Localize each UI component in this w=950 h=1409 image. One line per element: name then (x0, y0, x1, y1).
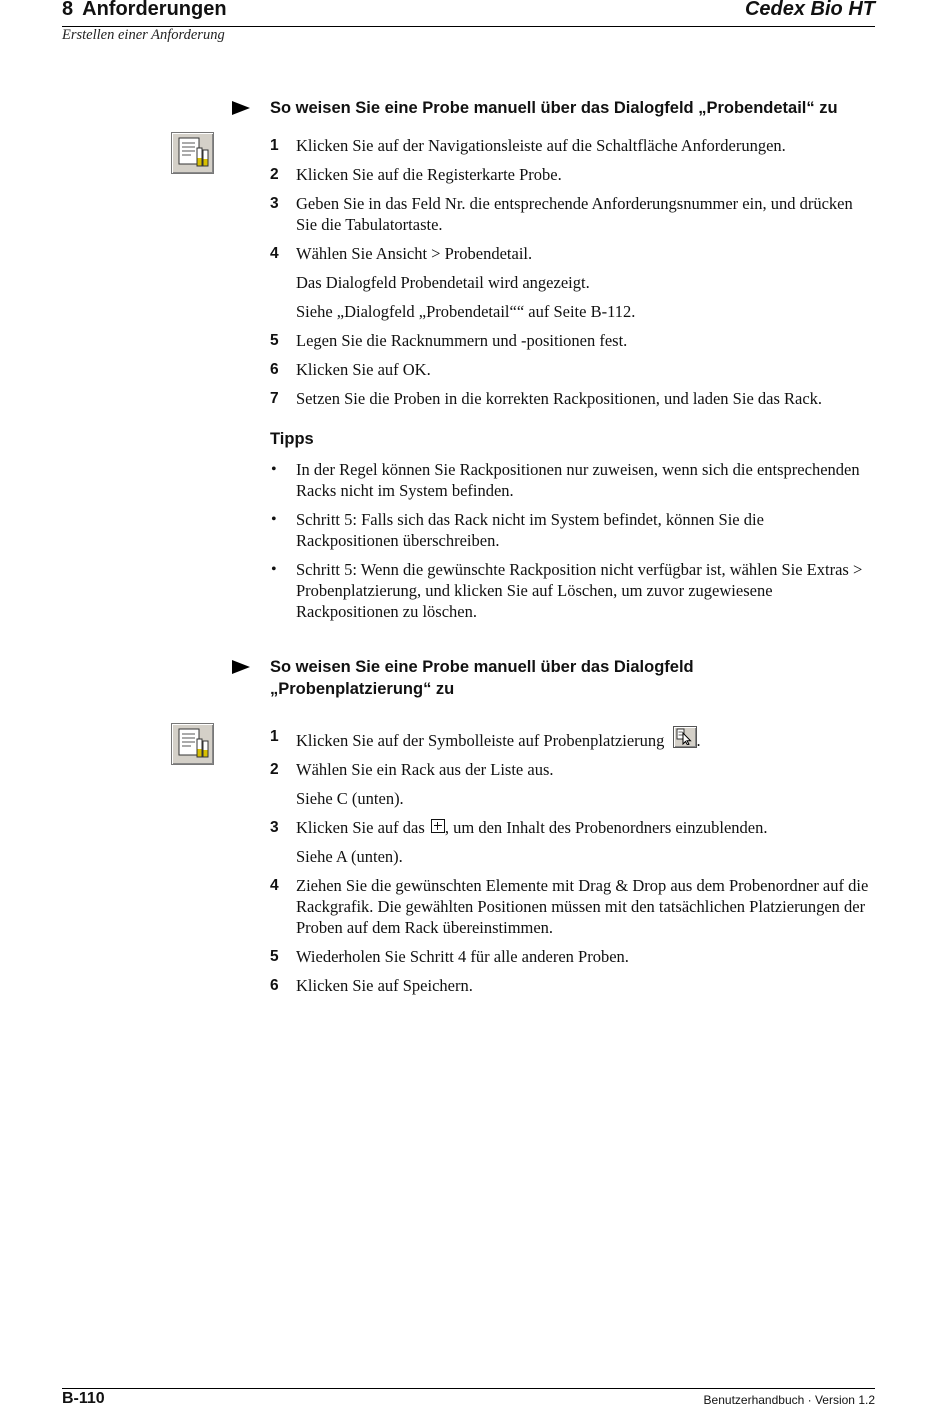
procedure-title (270, 656, 694, 700)
list-item (270, 301, 870, 322)
step-reference: Siehe „Dialogfeld „Probendetail““ auf Seite B-112. (296, 302, 636, 321)
step-reference: Siehe A (unten). (296, 847, 403, 866)
list-item (270, 846, 870, 867)
step-text: Legen Sie die Racknummern und -positionen fest. (296, 331, 628, 350)
list-item (270, 193, 870, 235)
step-number: 2 (270, 761, 279, 778)
tips-heading: Tipps (270, 430, 314, 448)
requests-sample-icon (171, 723, 214, 765)
step-text: Geben Sie in das Feld Nr. die entsprechende Anforderungsnummer ein, und drücken Sie die Tabulatortaste. (296, 194, 853, 234)
section-title: Erstellen einer Anforderung (62, 27, 225, 43)
step-number: 7 (270, 390, 279, 407)
list-item (270, 559, 870, 622)
step-number: 3 (270, 819, 279, 836)
step-note: Das Dialogfeld Probendetail wird angezeigt. (296, 273, 590, 292)
step-number: 2 (270, 166, 279, 183)
chapter-number: 8 (62, 0, 74, 20)
step-number: 1 (270, 137, 279, 154)
page-number: B-110 (62, 1390, 105, 1407)
step-1-text: Klicken Sie auf der Symbolleiste auf Probenplatzierung (296, 731, 665, 750)
step-number: 3 (270, 195, 279, 212)
procedure-2-steps (270, 726, 870, 1004)
procedure-title-line-2: „Probenplatzierung“ zu (270, 680, 455, 698)
step-text: Klicken Sie auf die Registerkarte Probe. (296, 165, 562, 184)
bullet: • (271, 511, 277, 528)
step-text: Ziehen Sie die gewünschten Elemente mit Drag & Drop aus dem Probenordner auf die Rackgrafik. Die gewählten Positionen müssen mit den tatsächlichen Platzierungen der Proben auf dem Rack übereinstimmen. (296, 876, 869, 937)
step-3-before: Klicken Sie auf das (296, 818, 425, 837)
product-name: Cedex Bio HT (744, 0, 875, 20)
step-reference: Siehe C (unten). (296, 789, 404, 808)
arrow-right-icon (232, 101, 250, 115)
step-number: 5 (270, 948, 279, 965)
step-text: Setzen Sie die Proben in die korrekten Rackpositionen, und laden Sie das Rack. (296, 389, 823, 408)
list-item (270, 726, 870, 751)
arrow-right-icon (232, 660, 250, 674)
step-text: Klicken Sie auf OK. (296, 360, 431, 379)
bullet: • (271, 461, 277, 478)
list-item (270, 875, 870, 938)
list-item (270, 388, 870, 409)
tip-text: Schritt 5: Falls sich das Rack nicht im System befindet, können Sie die Rackpositionen überschreiben. (296, 510, 764, 550)
list-item (270, 272, 870, 293)
list-item (270, 817, 870, 838)
list-item (270, 509, 870, 551)
list-item (270, 975, 870, 996)
step-3-after: , um den Inhalt des Probenordners einzublenden. (444, 818, 768, 837)
list-item (270, 330, 870, 351)
chapter-title: Anforderungen (82, 0, 227, 20)
bullet: • (271, 561, 277, 578)
step-text (296, 726, 870, 751)
step-number: 6 (270, 977, 279, 994)
step-number: 1 (270, 728, 279, 745)
list-item (270, 135, 870, 156)
page-header (62, 0, 875, 27)
step-number: 5 (270, 332, 279, 349)
step-text: Wählen Sie ein Rack aus der Liste aus. (296, 760, 554, 779)
step-text: Klicken Sie auf Speichern. (296, 976, 473, 995)
sample-placement-tool-icon (673, 726, 697, 748)
list-item (270, 359, 870, 380)
tip-text: In der Regel können Sie Rackpositionen nur zuweisen, wenn sich die entsprechenden Racks nicht im System befinden. (296, 460, 860, 500)
page-footer (62, 1388, 875, 1407)
procedure-title-line-1: So weisen Sie eine Probe manuell über das Dialogfeld (270, 658, 694, 676)
step-number: 4 (270, 245, 279, 262)
step-text: Klicken Sie auf der Navigationsleiste auf die Schaltfläche Anforderungen. (296, 136, 786, 155)
list-item (270, 243, 870, 264)
step-text: Wählen Sie Ansicht > Probendetail. (296, 244, 533, 263)
step-text (296, 817, 870, 838)
expand-plus-icon (431, 819, 445, 833)
tip-text: Schritt 5: Wenn die gewünschte Rackposition nicht verfügbar ist, wählen Sie Extras > Probenplatzierung, und klicken Sie auf Löschen, um zuvor zugewiesene Rackpositionen zu löschen. (296, 560, 863, 621)
list-item (270, 164, 870, 185)
chapter-heading (62, 0, 227, 21)
procedure-title: So weisen Sie eine Probe manuell über das Dialogfeld „Probendetail“ zu (270, 99, 838, 117)
step-number: 4 (270, 877, 279, 894)
document-version: Benutzerhandbuch · Version 1.2 (703, 1393, 875, 1407)
step-number: 6 (270, 361, 279, 378)
list-item (270, 946, 870, 967)
step-1-after: . (696, 731, 701, 750)
requests-sample-icon (171, 132, 214, 174)
list-item (270, 759, 870, 780)
procedure-1-steps (270, 135, 870, 417)
list-item (270, 459, 870, 501)
tips-list (270, 459, 870, 630)
step-text: Wiederholen Sie Schritt 4 für alle anderen Proben. (296, 947, 629, 966)
list-item (270, 788, 870, 809)
